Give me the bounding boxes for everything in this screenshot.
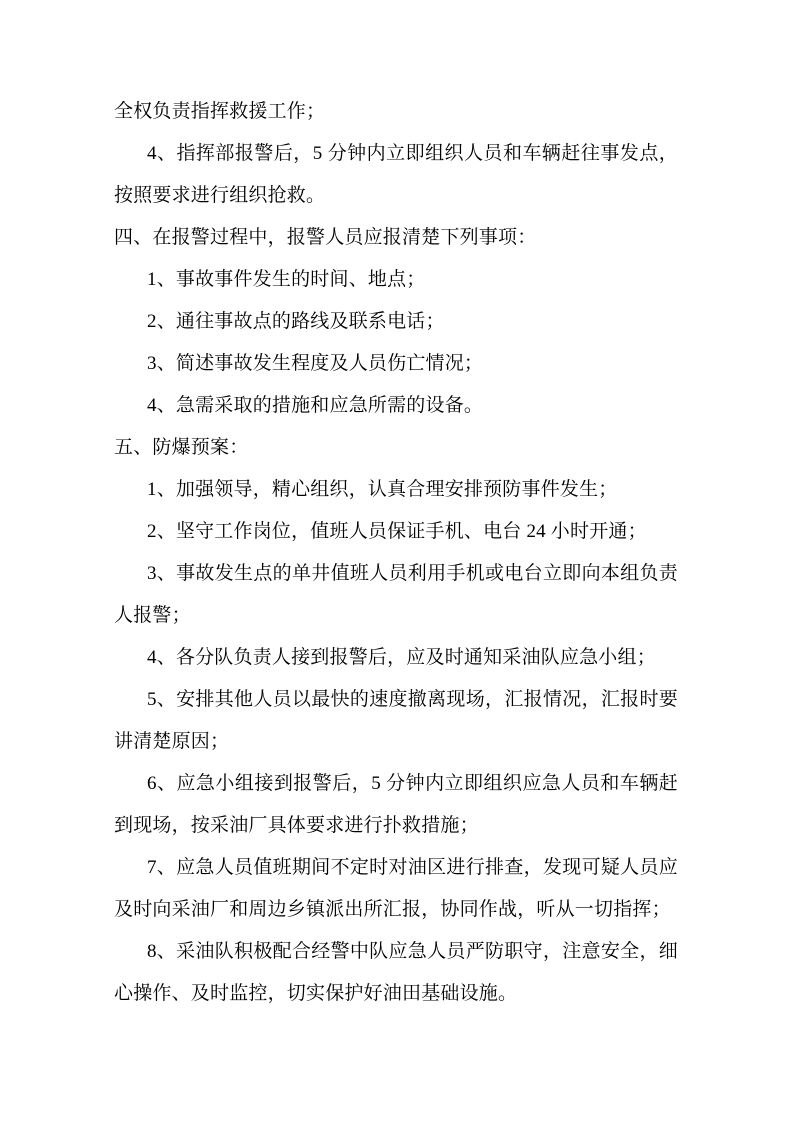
text-line: 1、事故事件发生的时间、地点； <box>147 269 426 290</box>
text-line: 7、应急人员值班期间不定时对油区进行排查，发现可疑人员应 <box>147 857 678 878</box>
text-line: 及时向采油厂和周边乡镇派出所汇报，协同作战，听从一切指挥； <box>114 899 671 920</box>
document-body <box>114 91 678 1015</box>
text-line: 2、坚守工作岗位，值班人员保证手机、电台 24 小时开通； <box>147 521 647 542</box>
text-line: 心操作、及时监控，切实保护好油田基础设施。 <box>114 983 518 1004</box>
text-line: 人报警； <box>114 605 191 626</box>
text-line: 讲清楚原因； <box>114 731 230 752</box>
text-line: 8、采油队积极配合经警中队应急人员严防职守，注意安全，细 <box>147 941 678 962</box>
text-line: 5、安排其他人员以最快的速度撤离现场，汇报情况，汇报时要 <box>147 689 678 710</box>
text-line: 全权负责指挥救援工作； <box>114 101 326 122</box>
text-line: 2、通往事故点的路线及联系电话； <box>147 311 445 332</box>
text-line: 4、各分队负责人接到报警后，应及时通知采油队应急小组； <box>147 647 656 668</box>
text-line: 四、在报警过程中，报警人员应报清楚下列事项： <box>114 227 537 248</box>
text-line: 3、事故发生点的单井值班人员利用手机或电台立即向本组负责 <box>147 563 678 584</box>
text-line: 4、指挥部报警后，5 分钟内立即组织人员和车辆赶往事发点， <box>147 143 678 164</box>
text-line: 3、简述事故发生程度及人员伤亡情况； <box>147 353 484 374</box>
text-line: 五、防爆预案： <box>114 437 249 458</box>
text-line: 4、急需采取的措施和应急所需的设备。 <box>147 395 484 416</box>
text-line: 6、应急小组接到报警后，5 分钟内立即组织应急人员和车辆赶 <box>147 773 678 794</box>
text-line: 按照要求进行组织抢救。 <box>114 185 326 206</box>
text-line: 1、加强领导，精心组织，认真合理安排预防事件发生； <box>147 479 618 500</box>
text-line: 到现场，按采油厂具体要求进行扑救措施； <box>114 815 479 836</box>
